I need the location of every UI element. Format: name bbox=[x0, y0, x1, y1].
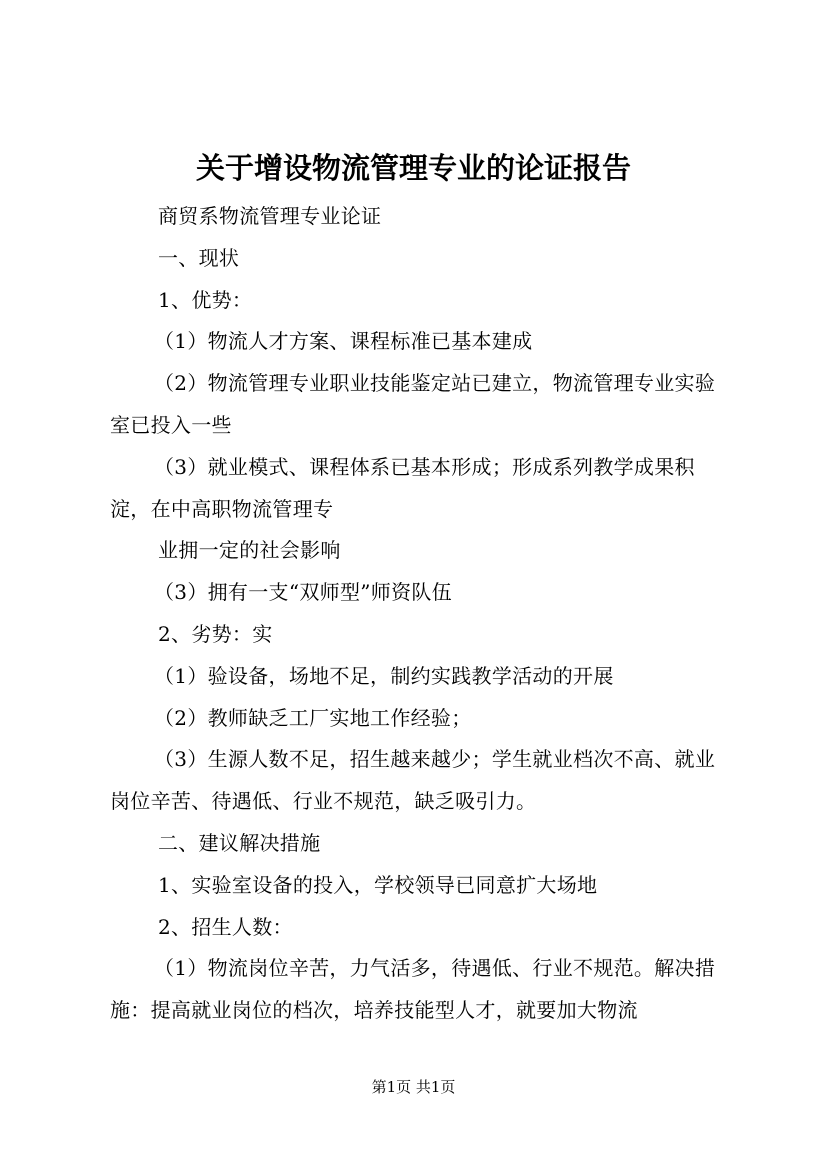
paragraph-section-measures: 二、建议解决措施 bbox=[158, 830, 321, 855]
paragraph-measure-2-1: （1）物流岗位辛苦，力气活多，待遇低、行业不规范。解决措施：提高就业岗位的档次，培养技能型人才，就要加大物流 bbox=[110, 956, 716, 1023]
paragraph-advantage-1: （1）物流人才方案、课程标准已基本建成 bbox=[154, 329, 533, 354]
paragraph-disadvantage-2: （2）教师缺乏工厂实地工作经验； bbox=[154, 705, 472, 730]
paragraph-advantage-2: （2）物流管理专业职业技能鉴定站已建立，物流管理专业实验室已投入一些 bbox=[110, 371, 716, 437]
paragraph-advantage-3-cont: 业拥一定的社会影响 bbox=[158, 538, 341, 563]
paragraph-disadvantage-1: （1）验设备，场地不足，制约实践教学活动的开展 bbox=[154, 663, 614, 688]
paragraph-advantage-3: （3）就业模式、课程体系已基本形成；形成系列教学成果积淀，在中高职物流管理专 bbox=[110, 454, 695, 521]
paragraph-disadvantages: 2、劣势：实 bbox=[158, 621, 273, 646]
paragraph-department: 商贸系物流管理专业论证 bbox=[158, 204, 382, 228]
paragraph-section-status: 一、现状 bbox=[158, 245, 240, 270]
paragraph-measure-2: 2、招生人数： bbox=[158, 914, 293, 939]
paragraph-disadvantage-3: （3）生源人数不足，招生越来越少；学生就业档次不高、就业岗位辛苦、待遇低、行业不规范，缺乏吸引力。 bbox=[110, 747, 716, 814]
page-footer: 第1页 共1页 bbox=[371, 1078, 456, 1096]
document-body bbox=[110, 196, 722, 1032]
paragraph-advantages: 1、优势： bbox=[158, 287, 253, 312]
document-title: 关于增设物流管理专业的论证报告 bbox=[195, 151, 631, 185]
paragraph-measure-1: 1、实验室设备的投入，学校领导已同意扩大场地 bbox=[158, 872, 598, 897]
paragraph-advantage-4: （3）拥有一支“双师型”师资队伍 bbox=[154, 580, 452, 605]
